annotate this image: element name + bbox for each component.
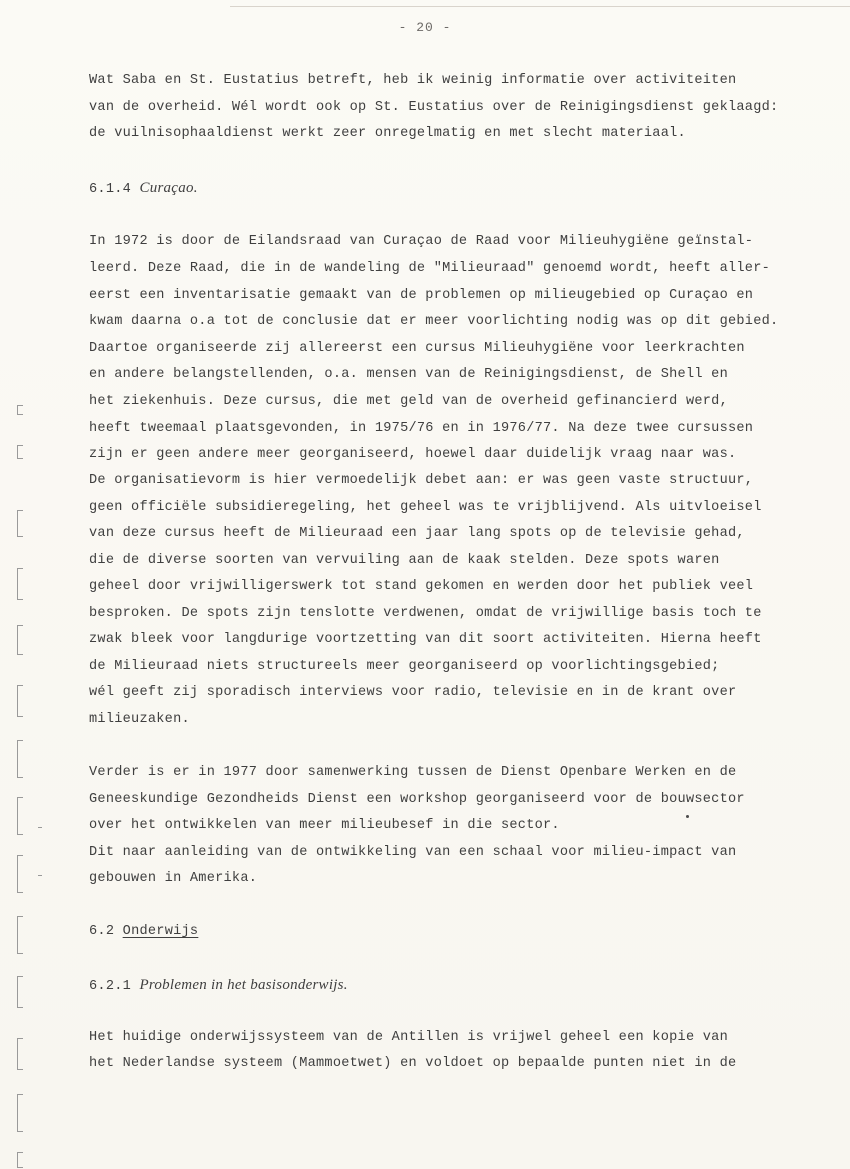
paragraph-line: Verder is er in 1977 door samenwerking tussen de Dienst Openbare Werken en de [89, 765, 737, 780]
binding-mark [17, 740, 23, 778]
paragraph-line: geen officiële subsidieregeling, het geheel was te vrijblijvend. Als uitvloeisel [89, 500, 762, 515]
binding-mark [17, 1038, 23, 1070]
paragraph-line: geheel door vrijwilligerswerk tot stand gekomen en werden door het publiek veel [89, 579, 754, 594]
paragraph-line: milieuzaken. [89, 712, 190, 727]
binding-mark [17, 916, 23, 954]
paragraph-line: leerd. Deze Raad, die in de wandeling de "Milieuraad" genoemd wordt, heeft aller- [89, 261, 771, 276]
section-title: Problemen in het basisonderwijs. [139, 977, 348, 993]
section-heading-6-2-1 [89, 976, 348, 996]
paragraph-line: kwam daarna o.a tot de conclusie dat er meer voorlichting nodig was op dit gebied. [89, 314, 779, 329]
paragraph-line: eerst een inventarisatie gemaakt van de problemen op milieugebied op Curaçao en [89, 288, 754, 303]
paragraph-line: over het ontwikkelen van meer milieubesef in die sector. [89, 818, 560, 833]
section-title: Onderwijs [122, 924, 199, 939]
paragraph-line: zwak bleek voor langdurige voortzetting van dit soort activiteiten. Hierna heeft [89, 632, 762, 647]
binding-mark [17, 855, 23, 893]
paragraph-line: de vuilnisophaaldienst werkt zeer onregelmatig en met slecht materiaal. [89, 126, 686, 141]
paragraph-line: en andere belangstellenden, o.a. mensen van de Reinigingsdienst, de Shell en [89, 367, 728, 382]
binding-mark [17, 510, 23, 537]
section-number: 6.2 [89, 924, 115, 939]
binding-mark [17, 625, 23, 655]
section-number: 6.2.1 [89, 979, 132, 994]
paragraph-line: van deze cursus heeft de Milieuraad een jaar lang spots op de televisie gehad, [89, 526, 745, 541]
paragraph-line: Het huidige onderwijssysteem van de Antillen is vrijwel geheel een kopie van [89, 1030, 728, 1045]
paragraph-line: zijn er geen andere meer georganiseerd, hoewel daar duidelijk vraag naar was. [89, 447, 737, 462]
binding-mark [17, 1152, 23, 1168]
margin-tick [38, 875, 42, 876]
section-number: 6.1.4 [89, 182, 132, 197]
binding-mark [17, 568, 23, 600]
paragraph-line: wél geeft zij sporadisch interviews voor radio, televisie en in de krant over [89, 685, 737, 700]
section-heading-6-1-4 [89, 179, 198, 199]
ink-speck [686, 815, 689, 818]
binding-mark [17, 685, 23, 717]
paragraph-line: Geneeskundige Gezondheids Dienst een workshop georganiseerd voor de bouwsector [89, 792, 745, 807]
paragraph-line: Daartoe organiseerde zij allereerst een cursus Milieuhygiëne voor leerkrachten [89, 341, 745, 356]
paragraph-line: het ziekenhuis. Deze cursus, die met geld van de overheid gefinancierd werd, [89, 394, 728, 409]
section-title: Curaçao. [139, 180, 198, 196]
paragraph-line: van de overheid. Wél wordt ook op St. Eustatius over de Reinigingsdienst geklaagd: [89, 100, 779, 115]
paragraph-line: gebouwen in Amerika. [89, 871, 258, 886]
paragraph-line: die de diverse soorten van vervuiling aan de kaak stelden. Deze spots waren [89, 553, 720, 568]
page-top-rule [230, 6, 850, 7]
paragraph-line: De organisatievorm is hier vermoedelijk debet aan: er was geen vaste structuur, [89, 473, 754, 488]
paragraph-line: In 1972 is door de Eilandsraad van Curaçao de Raad voor Milieuhygiëne geïnstal- [89, 234, 754, 249]
paragraph-line: het Nederlandse systeem (Mammoetwet) en voldoet op bepaalde punten niet in de [89, 1056, 737, 1071]
binding-mark [17, 1094, 23, 1132]
paragraph-line: Wat Saba en St. Eustatius betreft, heb ik weinig informatie over activiteiten [89, 73, 737, 88]
binding-mark [17, 445, 23, 459]
margin-tick [38, 827, 42, 828]
binding-mark [17, 405, 23, 415]
paragraph-line: de Milieuraad niets structureels meer georganiseerd op voorlichtingsgebied; [89, 659, 720, 674]
binding-mark [17, 976, 23, 1008]
paragraph-line: Dit naar aanleiding van de ontwikkeling van een schaal voor milieu-impact van [89, 845, 737, 860]
paragraph-line: heeft tweemaal plaatsgevonden, in 1975/76 en in 1976/77. Na deze twee cursussen [89, 421, 754, 436]
page-number: - 20 - [398, 20, 452, 35]
binding-mark [17, 797, 23, 835]
paragraph-line: besproken. De spots zijn tenslotte verdwenen, omdat de vrijwillige basis toch te [89, 606, 762, 621]
section-heading-6-2 [89, 923, 198, 941]
